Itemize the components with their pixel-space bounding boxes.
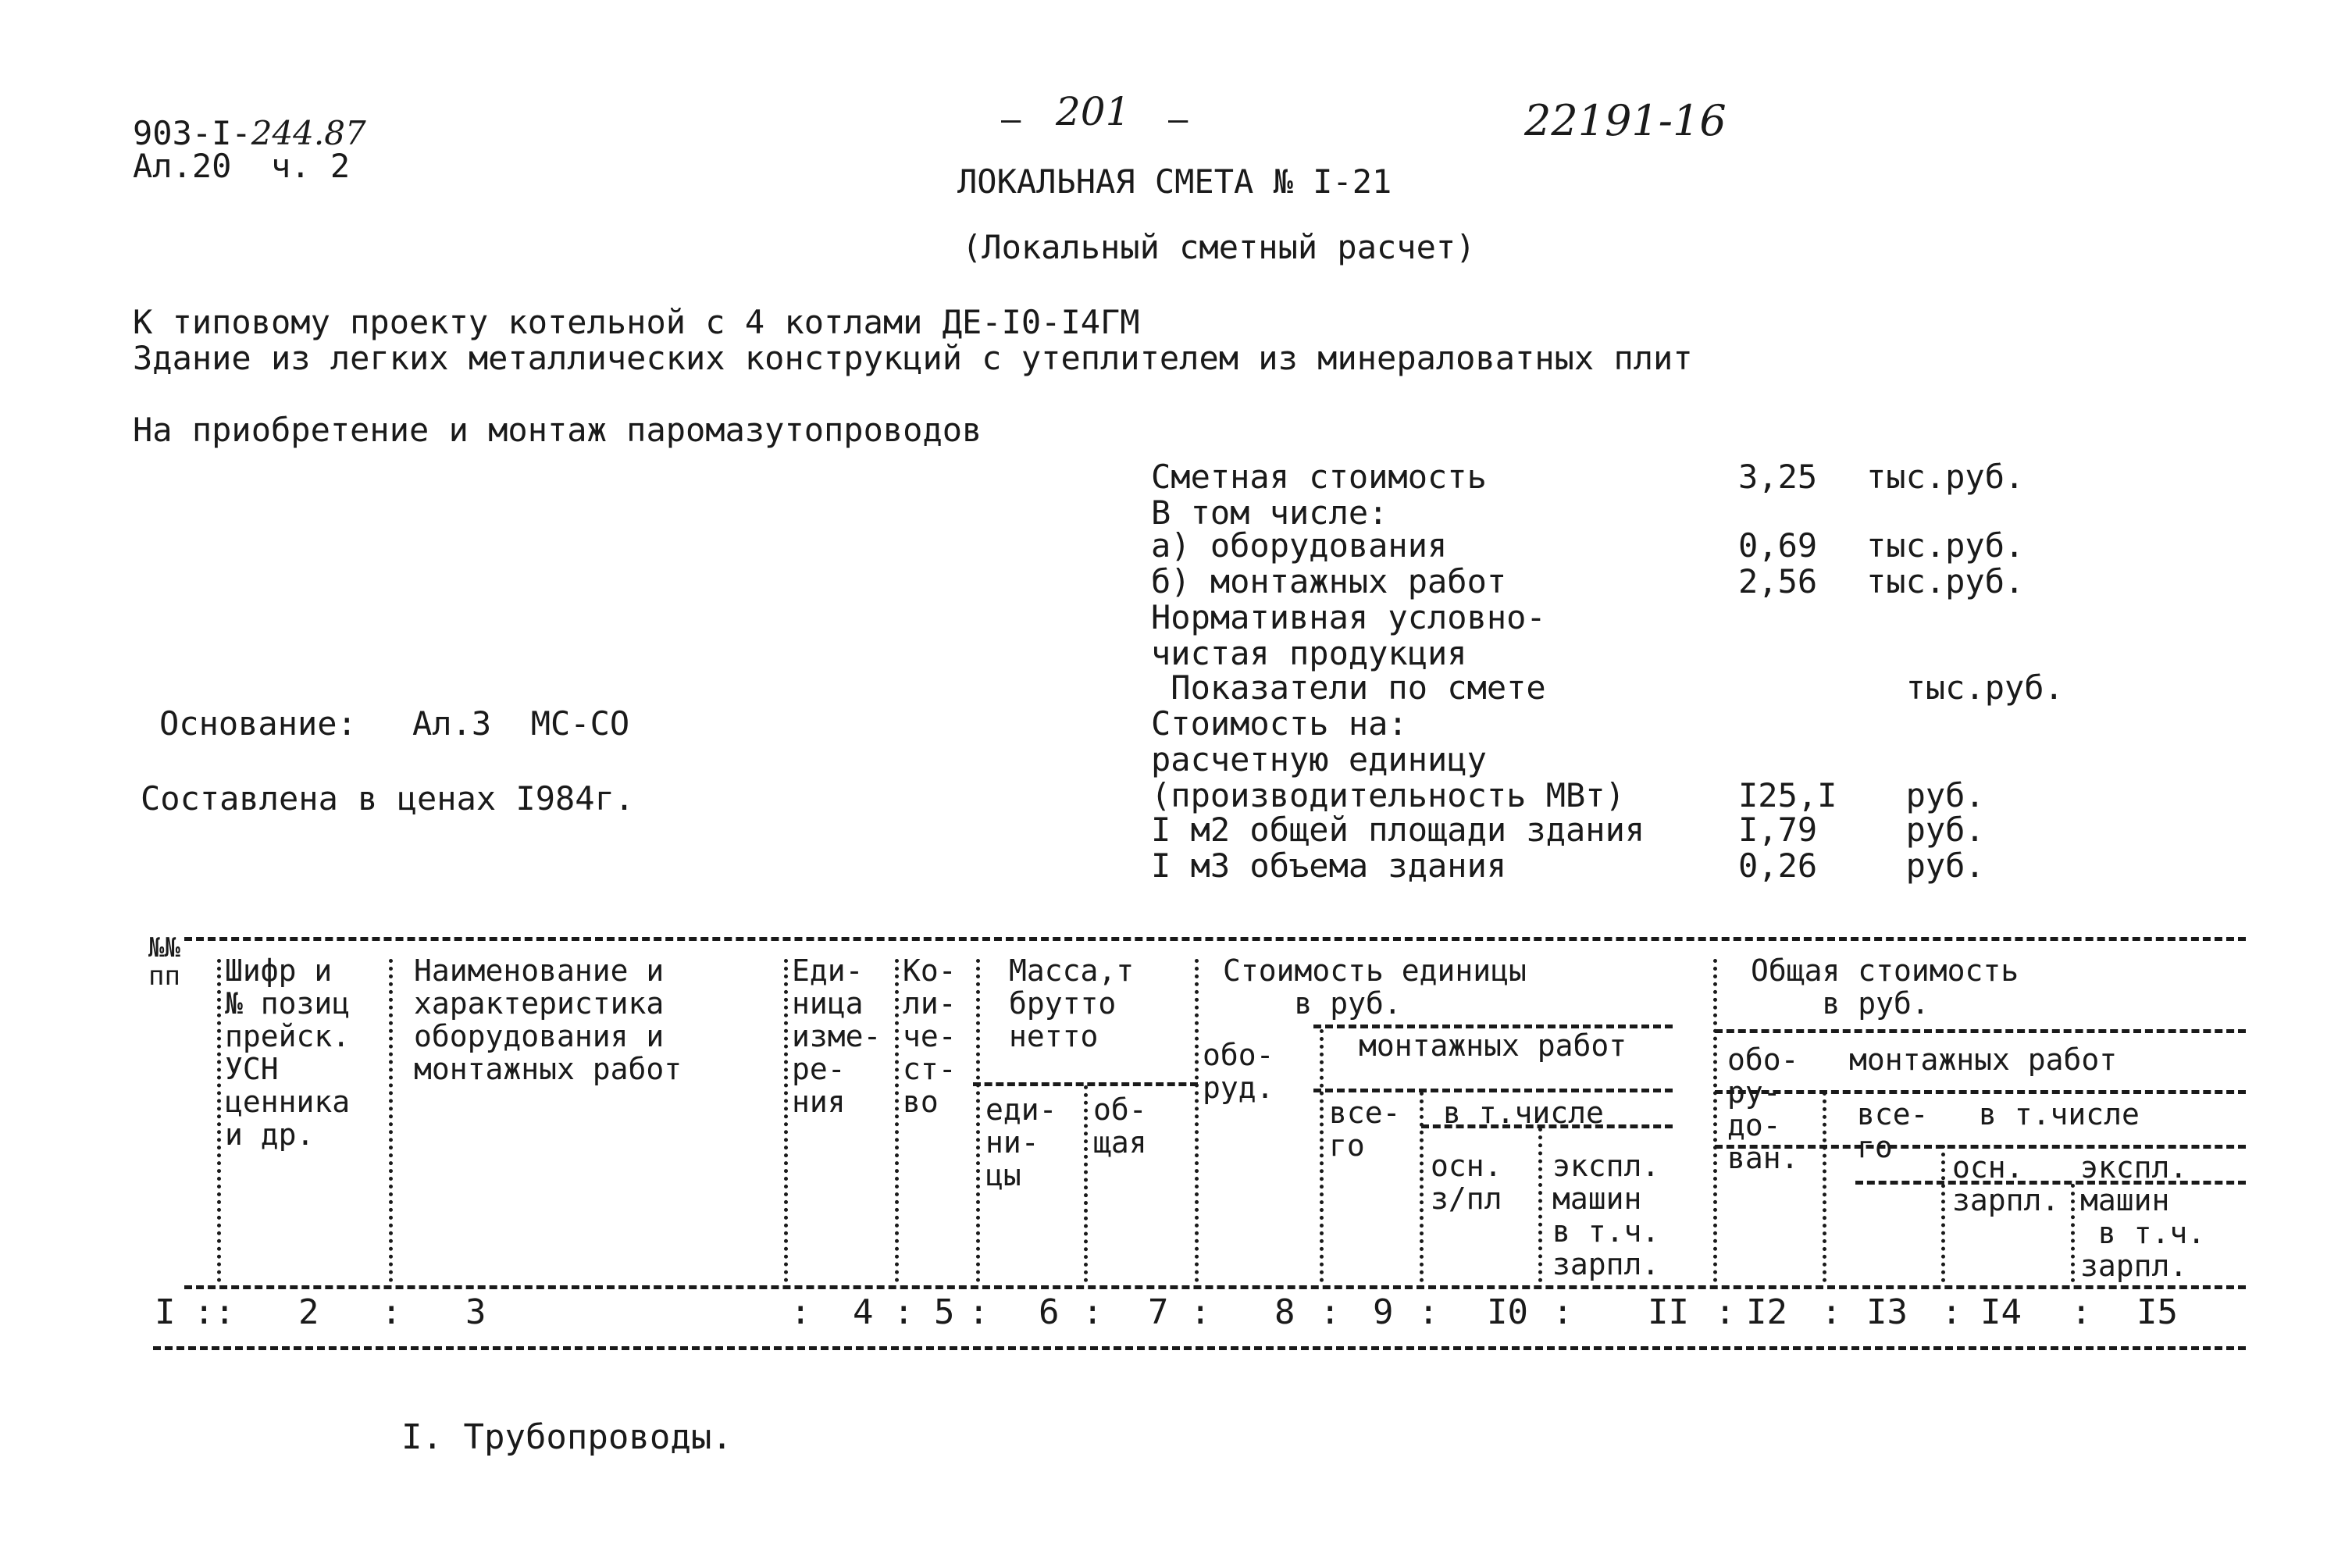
- column-number-separator: :: [790, 1292, 811, 1332]
- column-number: I2: [1746, 1292, 1787, 1332]
- col-header-unit-equipment: обо- руд.: [1203, 1038, 1274, 1105]
- column-number: 7: [1148, 1292, 1169, 1332]
- col-separator: [976, 959, 980, 1282]
- column-number-separator: :: [1418, 1292, 1439, 1332]
- album-part: Ал.20 ч. 2: [133, 147, 351, 185]
- column-number-separator: :: [381, 1292, 402, 1332]
- document-title: ЛОКАЛЬНАЯ СМЕТА № I-21: [957, 162, 1392, 201]
- col-separator: [389, 959, 393, 1282]
- basis-value: Ал.3 МС-СО: [412, 704, 630, 743]
- col-header-unit-cost: Стоимость единицы в руб.: [1223, 953, 1527, 1021]
- col-header-total-mont: монтажных работ: [1849, 1042, 2118, 1077]
- column-number: I3: [1866, 1292, 1908, 1332]
- col-separator: [1538, 1128, 1542, 1282]
- table-numbers-bottom-rule: [153, 1346, 2246, 1350]
- table-top-rule: [184, 937, 2246, 941]
- column-number: II: [1648, 1292, 1689, 1332]
- column-number: 3: [465, 1292, 486, 1332]
- section-title: I. Трубопроводы.: [401, 1417, 732, 1457]
- column-number-separator: :: [1821, 1292, 1842, 1332]
- col-header-unit-machines: экспл. машин в т.ч. зарпл.: [1552, 1149, 1660, 1281]
- sheet-number: 22191-16: [1524, 96, 1727, 145]
- column-number-separator: :: [893, 1292, 914, 1332]
- column-number-separator: :: [2071, 1292, 2092, 1332]
- column-number-separator: ::: [194, 1292, 235, 1332]
- column-number: I: [155, 1292, 176, 1332]
- col-header-unit-mont: монтажных работ: [1359, 1028, 1627, 1063]
- col-separator: [895, 959, 899, 1282]
- unit-mont-rule: [1313, 1089, 1673, 1092]
- project-line-1: К типовому проекту котельной с 4 котлами ДЕ-I0-I4ГМ: [133, 303, 1140, 341]
- page-dash-right: –: [1168, 100, 1188, 138]
- basis-label: Основание:: [159, 704, 357, 743]
- cost-row: Стоимость на:: [1151, 704, 1408, 743]
- col-header-quantity: Ко- ли- че- ст- во: [903, 953, 957, 1119]
- col-separator: [2071, 1184, 2075, 1282]
- cost-row: Сметная стоимость 3,25 тыс.руб.: [1151, 458, 2025, 496]
- col-separator: [784, 959, 788, 1282]
- album-code-handwritten: 244.87: [251, 114, 366, 152]
- col-header-mass-total: об- щая: [1093, 1092, 1147, 1160]
- cost-row: Нормативная условно-: [1151, 598, 1546, 636]
- column-number-separator: :: [1715, 1292, 1736, 1332]
- col-header-unit: Еди- ница изме- ре- ния: [792, 953, 882, 1119]
- document-subtitle: (Локальный сметный расчет): [962, 228, 1476, 266]
- col-separator: [1320, 1029, 1324, 1282]
- cost-row: I м3 объема здания 0,26 руб.: [1151, 846, 1985, 885]
- col-separator: [1823, 1092, 1826, 1282]
- column-number-separator: :: [1190, 1292, 1211, 1332]
- project-purpose: На приобретение и монтаж паромазутопроводов: [133, 411, 982, 449]
- col-header-row-number: №№ пп: [148, 932, 180, 992]
- cost-row: В том числе:: [1151, 494, 1388, 532]
- cost-row: расчетную единицу: [1151, 740, 1487, 779]
- column-number: I4: [1980, 1292, 2022, 1332]
- column-number-separator: :: [1552, 1292, 1573, 1332]
- cost-row: I м2 общей площади здания I,79 руб.: [1151, 811, 1985, 849]
- col-separator: [1195, 959, 1199, 1282]
- column-number: 6: [1039, 1292, 1060, 1332]
- col-separator: [1941, 1145, 1945, 1282]
- col-header-total-all: все- го: [1857, 1097, 1929, 1164]
- col-separator: [217, 959, 221, 1282]
- page-number: 201: [1056, 89, 1131, 134]
- col-header-name: Наименование и характеристика оборудования и монтажных работ: [414, 953, 682, 1086]
- col-separator: [1713, 959, 1717, 1282]
- album-code-prefix: 903-I-: [133, 114, 251, 152]
- column-number-separator: :: [968, 1292, 989, 1332]
- column-number: 5: [934, 1292, 955, 1332]
- total-cost-rule: [1715, 1029, 2246, 1033]
- col-header-mass-unit: еди- ни- цы: [985, 1092, 1057, 1192]
- column-number: 4: [853, 1292, 874, 1332]
- col-header-total-incl: в т.числе: [1979, 1097, 2140, 1131]
- cost-row: чистая продукция: [1151, 634, 1467, 672]
- project-line-2: Здание из легких металлических конструкций с утеплителем из минераловатных плит: [133, 339, 1693, 377]
- column-number: 9: [1373, 1292, 1394, 1332]
- col-header-mass: Масса,т брутто нетто: [1009, 953, 1135, 1053]
- cost-row: а) оборудования 0,69 тыс.руб.: [1151, 526, 2025, 565]
- col-header-total-machines: экспл. машин в т.ч. зарпл.: [2080, 1150, 2206, 1283]
- col-separator: [1420, 1092, 1424, 1282]
- column-number: I5: [2136, 1292, 2178, 1332]
- col-header-total-cost: Общая стоимость в руб.: [1751, 953, 2019, 1021]
- column-number: 2: [298, 1292, 319, 1332]
- column-number-separator: :: [1941, 1292, 1962, 1332]
- cost-row: (производительность МВт) I25,I руб.: [1151, 776, 1985, 814]
- col-header-total-equipment: обо- ру- до- ван.: [1727, 1042, 1799, 1175]
- cost-row: Показатели по смете тыс.руб.: [1151, 668, 2064, 707]
- column-number: 8: [1274, 1292, 1295, 1332]
- col-header-unit-salary: осн. з/пл: [1431, 1149, 1502, 1216]
- col-header-unit-total: все- го: [1329, 1096, 1401, 1163]
- table-header-bottom-rule: [184, 1285, 2246, 1289]
- page-dash-left: –: [1001, 100, 1021, 138]
- column-number: I0: [1487, 1292, 1528, 1332]
- cost-row: б) монтажных работ 2,56 тыс.руб.: [1151, 562, 2025, 600]
- col-header-total-salary: осн. зарпл.: [1952, 1150, 2060, 1217]
- col-separator: [1084, 1085, 1088, 1282]
- column-number-separator: :: [1082, 1292, 1103, 1332]
- col-header-code: Шифр и № позиц прейск. УСН ценника и др.: [225, 953, 351, 1152]
- column-number-separator: :: [1320, 1292, 1341, 1332]
- price-basis: Составлена в ценах I984г.: [141, 779, 635, 818]
- col-header-unit-incl: в т.числе: [1443, 1096, 1604, 1130]
